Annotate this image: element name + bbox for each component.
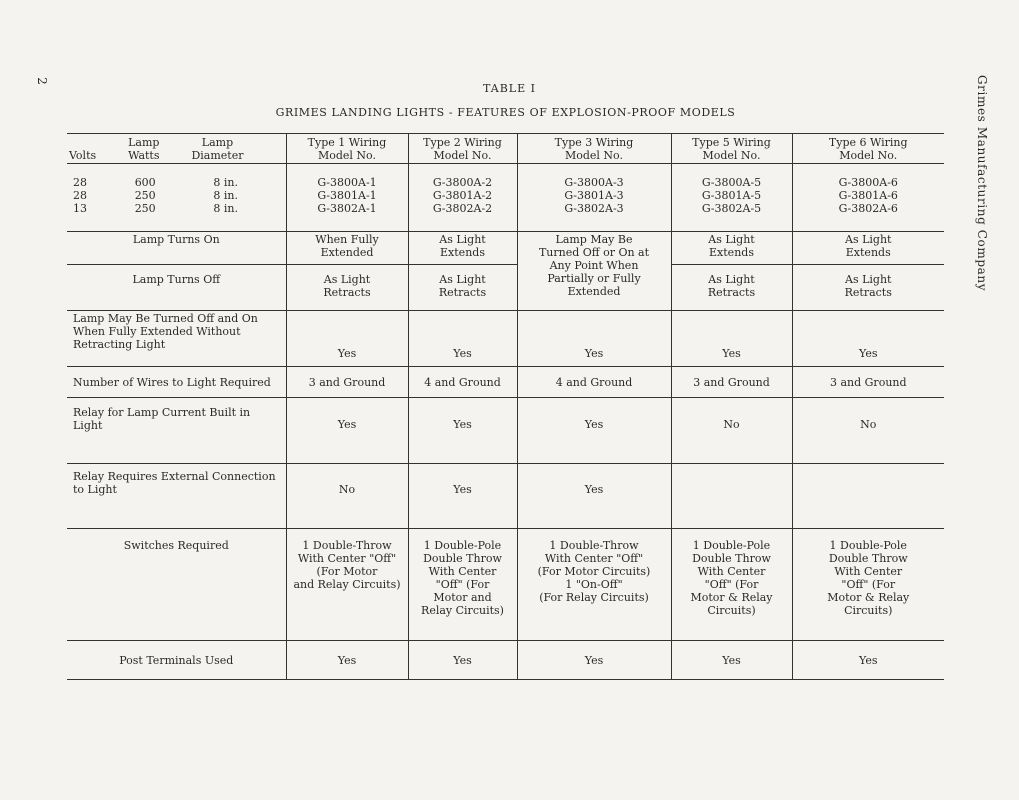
row-label: Lamp Turns Off: [67, 265, 286, 311]
cell: As Light Extends: [671, 232, 792, 265]
cell: [671, 464, 792, 529]
cell: Yes: [671, 641, 792, 680]
row-post-terminals: [67, 641, 944, 680]
cell: 3 and Ground: [286, 367, 408, 398]
models-type-1: G-3800A-1 G-3801A-1 G-3802A-1: [286, 164, 408, 232]
cell: Yes: [517, 641, 671, 680]
header-type-2: Type 2 Wiring Model No.: [408, 134, 517, 164]
row-label: Number of Wires to Light Required: [67, 367, 286, 398]
cell: 4 and Ground: [517, 367, 671, 398]
row-label: Switches Required: [67, 529, 286, 641]
cell: No: [792, 398, 944, 464]
lamp-diameter: 8 in. 8 in. 8 in.: [213, 176, 238, 215]
row-lamp-turns-on: [67, 232, 944, 265]
cell: 1 Double-Pole Double Throw With Center "Off" (For Motor & Relay Circuits): [792, 529, 944, 641]
row-label: Relay for Lamp Current Built in Light: [67, 398, 286, 464]
header-type-5: Type 5 Wiring Model No.: [671, 134, 792, 164]
models-type-5: G-3800A-5 G-3801A-5 G-3802A-5: [671, 164, 792, 232]
header-lamp-watts: Lamp Watts: [128, 136, 160, 162]
lamp-specs-cell: [67, 164, 286, 232]
lamp-watts: 600 250 250: [134, 176, 156, 215]
cell: Yes: [408, 398, 517, 464]
header-type-6: Type 6 Wiring Model No.: [792, 134, 944, 164]
cell: As Light Extends: [408, 232, 517, 265]
models-type-6: G-3800A-6 G-3801A-6 G-3802A-6: [792, 164, 944, 232]
header-row: [67, 134, 944, 164]
table-subtitle: GRIMES LANDING LIGHTS - FEATURES OF EXPLOSION-PROOF MODELS: [275, 106, 736, 119]
cell: 1 Double-Pole Double Throw With Center "Off" (For Motor & Relay Circuits): [671, 529, 792, 641]
row-label: Post Terminals Used: [67, 641, 286, 680]
cell: When Fully Extended: [286, 232, 408, 265]
cell: Yes: [671, 311, 792, 367]
cell-type-3-combined: Lamp May Be Turned Off or On at Any Point When Partially or Fully Extended: [517, 232, 671, 311]
header-lamp-cell: [67, 134, 286, 164]
cell: Yes: [517, 464, 671, 529]
cell: As Light Retracts: [408, 265, 517, 311]
lamp-volts: 28 28 13: [73, 176, 87, 215]
features-table: [67, 133, 944, 680]
row-label: Lamp Turns On: [67, 232, 286, 265]
header-volts: Volts: [69, 149, 97, 162]
cell: Yes: [517, 311, 671, 367]
cell: Yes: [286, 641, 408, 680]
row-wires-required: [67, 367, 944, 398]
cell: 1 Double-Pole Double Throw With Center "Off" (For Motor and Relay Circuits): [408, 529, 517, 641]
cell: 4 and Ground: [408, 367, 517, 398]
row-switches-required: [67, 529, 944, 641]
models-row: [67, 164, 944, 232]
header-type-1: Type 1 Wiring Model No.: [286, 134, 408, 164]
row-lamp-turns-off: [67, 265, 944, 311]
cell: Yes: [792, 641, 944, 680]
cell: As Light Retracts: [286, 265, 408, 311]
cell: As Light Extends: [792, 232, 944, 265]
cell: Yes: [286, 398, 408, 464]
cell: As Light Retracts: [671, 265, 792, 311]
row-relay-external: [67, 464, 944, 529]
cell: 3 and Ground: [792, 367, 944, 398]
cell: No: [286, 464, 408, 529]
cell: Yes: [408, 641, 517, 680]
company-side-text: Grimes Manufacturing Company: [975, 75, 989, 292]
cell: 3 and Ground: [671, 367, 792, 398]
cell: 1 Double-Throw With Center "Off" (For Motor and Relay Circuits): [286, 529, 408, 641]
models-type-3: G-3800A-3 G-3801A-3 G-3802A-3: [517, 164, 671, 232]
cell: As Light Retracts: [792, 265, 944, 311]
header-type-3: Type 3 Wiring Model No.: [517, 134, 671, 164]
cell: [792, 464, 944, 529]
row-turned-off-on: [67, 311, 944, 367]
cell: Yes: [792, 311, 944, 367]
cell: Yes: [286, 311, 408, 367]
cell: Yes: [408, 464, 517, 529]
table-title: TABLE I: [483, 82, 536, 95]
header-lamp-diameter: Lamp Diameter: [191, 136, 244, 162]
models-type-2: G-3800A-2 G-3801A-2 G-3802A-2: [408, 164, 517, 232]
row-label: Relay Requires External Connection to Light: [67, 464, 286, 529]
row-label: Lamp May Be Turned Off and On When Fully Extended Without Retracting Light: [67, 311, 286, 367]
row-relay-built-in: [67, 398, 944, 464]
page-number: 2: [34, 77, 49, 85]
cell: 1 Double-Throw With Center "Off" (For Motor Circuits) 1 "On-Off" (For Relay Circuits): [517, 529, 671, 641]
cell: No: [671, 398, 792, 464]
cell: Yes: [517, 398, 671, 464]
cell: Yes: [408, 311, 517, 367]
